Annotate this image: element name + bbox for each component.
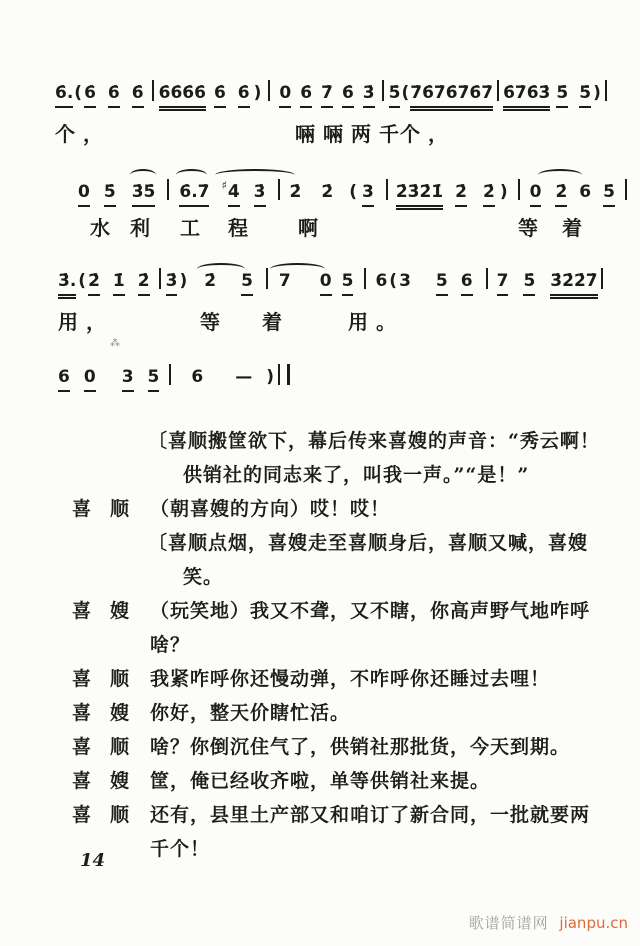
speech-text: 还有，县里土产部又和咱订了新合同，一批就要两 [150,804,591,826]
speech-row [0,594,640,628]
speaker-char: 嫂 [109,770,130,792]
music-note: 6̇ [214,81,226,108]
music-note: 3̇ [166,269,178,296]
music-note: — [235,367,253,387]
music-note: 0 [279,81,291,108]
speech-text: 啥？你倒沉住气了，供销社那批货，今天到期。 [150,736,571,758]
stage-direction-row [0,560,640,594]
speaker-name [72,798,130,832]
music-note: 6 [375,271,388,291]
final-barline [278,364,290,385]
music-note: 6̇.7̇ [179,180,209,207]
parenthesis: ( [74,83,83,103]
speaker-char: 顺 [109,804,130,826]
barline [159,268,161,289]
lyric-syllable: 个， [55,122,111,146]
speaker-char: 顺 [109,736,130,758]
music-note: 5 [342,269,354,296]
music-note: 2̇ [321,182,334,202]
speaker-char: 喜 [72,668,93,690]
stage-direction-row [0,424,640,458]
music-note: 2̇ [204,271,217,291]
music-note: 3 [122,365,134,392]
slur-tie [538,169,582,181]
lyric-syllable: 利 [130,216,158,240]
speaker-name [72,662,130,696]
speech-text: 千个！ [150,838,211,860]
speaker-name [72,730,130,764]
music-line-1 [55,80,607,152]
music-note: 4̇ [228,180,240,207]
speech-row [0,798,640,832]
dialogue [0,424,640,866]
barline [386,179,388,200]
speech-row [0,730,640,764]
speaker-char: 喜 [72,600,93,622]
music-note: 2̇ [455,180,467,207]
stage-direction-text: 笑。 [183,566,224,588]
lyric-syllable: 着 [262,310,290,334]
music-note: 0 [84,365,96,392]
parenthesis: ) [499,182,508,202]
music-note: 3 [399,271,411,291]
parenthesis: ( [349,182,357,202]
music-note: 5 [436,269,448,296]
lyric-syllable: 工 [180,216,208,240]
speech-text: 筐，俺已经收齐啦，单等供销社来提。 [150,770,491,792]
parenthesis: ) [179,271,188,291]
music-note: 3 [362,180,374,207]
music-note: 5̇ [389,81,401,108]
speaker-char: 顺 [109,668,130,690]
music-note: 5̇ [104,180,116,207]
watermark-site-url: jianpu.cn [559,914,628,932]
music-note: 3̇ [363,81,375,108]
parenthesis: ( [401,83,410,103]
speaker-char: 喜 [72,736,93,758]
stage-direction-text: 〔喜顺点烟，喜嫂走至喜顺身后，喜顺又喊，喜嫂 [148,532,589,554]
music-note: 0 [78,180,90,207]
music-note: 7̇6̇7̇6̇7̇6̇7̇ [410,81,493,111]
music-note: 6̇ [300,81,312,108]
watermark [469,912,628,933]
music-note: 3̇5̇ [132,180,156,207]
music-note: 5 [148,365,160,392]
music-note: 6̇ [238,81,250,108]
music-note: 2̇ [289,182,302,202]
speech-text: （玩笑地）我又不聋，又不瞎，你高声野气地咋呼 [150,600,591,622]
sharp-sign: ♯ [221,179,227,192]
barline [167,179,169,200]
speech-text: 你好，整天价瞎忙活。 [150,702,351,724]
speech-text: 啥？ [150,634,191,656]
barline [497,80,499,101]
music-note: 7 [278,271,291,291]
music-note: 6 [58,365,70,392]
speaker-char: 喜 [72,498,93,520]
speaker-char: 顺 [109,498,130,520]
music-note: 0 [320,269,332,296]
barline [486,268,488,289]
lyric-syllable: 程 [228,216,256,240]
music-note: 6̇7̇6̇3̇ [503,81,550,111]
speaker-char: 嫂 [109,600,130,622]
music-note: 0 [530,180,542,207]
music-note: 6 [579,182,592,202]
music-note: 3̇ [254,180,266,207]
slur-tie [270,263,325,275]
music-note: 6 [461,269,473,296]
lyric-syllable: 等 [518,216,546,240]
barline [605,80,607,101]
music-note: 2̇ [555,180,567,207]
music-note: 3̇2̇2̇7̇ [550,269,597,299]
speaker-char: 喜 [72,804,93,826]
parenthesis: ( [389,271,398,291]
speech-row [0,628,640,662]
stage-direction-row [0,458,640,492]
barline [268,80,270,101]
parenthesis: ) [253,83,262,103]
music-note: 6 [191,367,204,387]
music-note: 7 [497,269,509,296]
speech-text: 我紧咋呼你还慢动弹，不咋呼你还睡过去哩！ [150,668,551,690]
speaker-name [72,696,130,730]
lyric-syllable: 用， [58,310,114,334]
music-note: 5̇ [579,81,591,108]
music-note: 3̇. [58,269,76,299]
slur-tie [176,169,207,181]
music-note: 2̇ [138,269,150,296]
parenthesis: ( [78,271,87,291]
music-note: 5̇ [556,81,568,108]
print-smudge: ⁂ [110,338,120,349]
music-note: 5 [241,269,253,296]
barline [278,179,280,200]
slur-tie [130,169,156,181]
music-note: 6̇ [108,81,120,108]
barline [625,179,627,200]
music-note: 1̇ [113,269,125,296]
speaker-name [72,492,130,526]
lyric-syllable: 用。 [348,310,404,334]
speech-row [0,764,640,798]
music-note: 6̇. [55,81,73,108]
lyric-syllable: 啊 [298,216,326,240]
music-note: 2̇3̇2̇1̇ [396,180,443,210]
lyric-syllable: 水 [90,216,118,240]
stage-direction-text: 〔喜顺搬筐欲下，幕后传来喜嫂的声音：“秀云啊！ [148,430,600,452]
parenthesis: ) [266,367,274,387]
stage-direction-text: 供销社的同志来了，叫我一声。”“是！” [183,464,530,486]
page-number: 14 [80,850,106,871]
lyric-syllable: 等 [200,310,228,334]
music-note: 7̇ [321,81,333,108]
barline [601,268,603,289]
music-line-2 [78,174,627,246]
music-note: 5̇ [603,180,615,207]
slur-tie [197,263,245,275]
stage-direction-row [0,526,640,560]
barline [518,179,520,200]
music-note: 2̇ [483,180,495,207]
barline [266,268,268,289]
music-note: 6̇ [132,81,144,108]
lyric-syllable: 啢啢两千 [295,122,407,146]
speech-row [0,662,640,696]
slur-tie [215,169,295,181]
barline [152,80,154,101]
music-note: 6̇ [342,81,354,108]
speaker-name [72,764,130,798]
speaker-char: 嫂 [109,702,130,724]
watermark-site-name: 歌谱简谱网 [468,914,549,932]
barline [382,80,384,101]
speaker-char: 喜 [72,770,93,792]
music-note: 6̇6̇6̇6̇ [159,81,206,111]
music-note: 2̇ [88,269,100,296]
speaker-char: 喜 [72,702,93,724]
music-note: 6̇ [84,81,96,108]
speaker-name [72,594,130,628]
speech-text: （朝喜嫂的方向）哎！哎！ [150,498,391,520]
parenthesis: ) [593,83,601,103]
lyric-syllable: 个， [400,122,456,146]
barline [364,268,366,289]
lyric-syllable: 着 [562,216,590,240]
speech-row [0,696,640,730]
music-note: 5̇ [523,269,535,296]
music-line-3 [58,268,603,340]
barline [169,364,171,385]
speech-row [0,492,640,526]
